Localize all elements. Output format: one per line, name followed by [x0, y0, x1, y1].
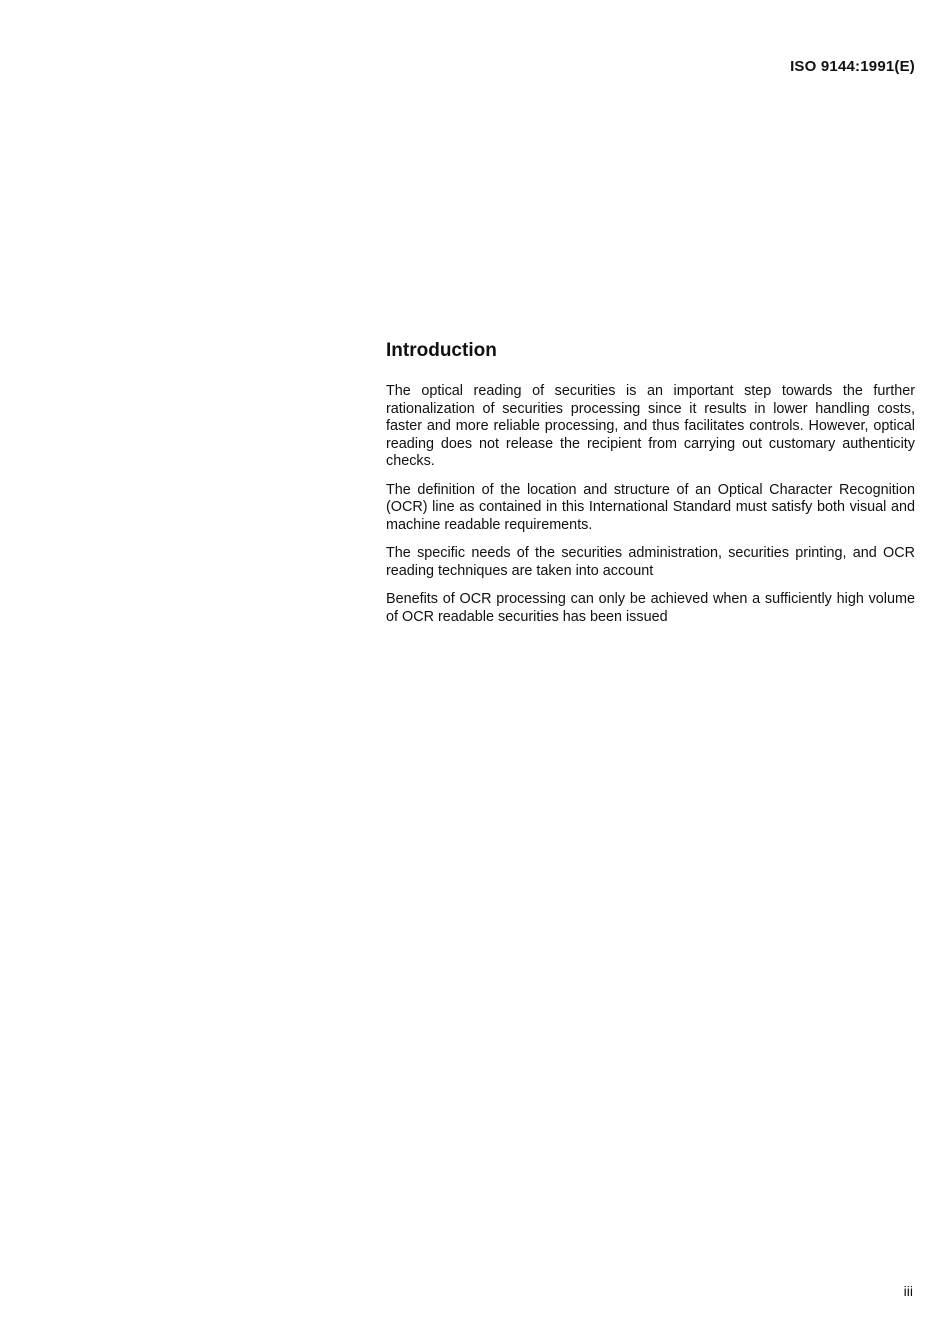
paragraph-2: The definition of the location and structure of an Optical Character Recognition (OCR) line as contained in this International Standard must satisfy both visual and machine readable requirements. — [386, 481, 915, 533]
section-heading: Introduction — [386, 340, 497, 361]
paragraph-4: Benefits of OCR processing can only be achieved when a sufficiently high volume of OCR readable securities has been issued — [386, 591, 915, 625]
paragraph-1: The optical reading of securities is an important step towards the further rationalization of securities processing since it results in lower handling costs, faster and more reliable processing, and thus facilitates controls. However, optical reading does not release the recipient from carrying out customary authenticity checks. — [386, 383, 915, 469]
introduction-section — [386, 339, 915, 637]
paragraph-3: The specific needs of the securities administration, securities printing, and OCR reading techniques are taken into account — [386, 545, 915, 579]
document-id: ISO 9144:1991(E) — [790, 58, 915, 75]
page-number: iii — [903, 1283, 913, 1299]
